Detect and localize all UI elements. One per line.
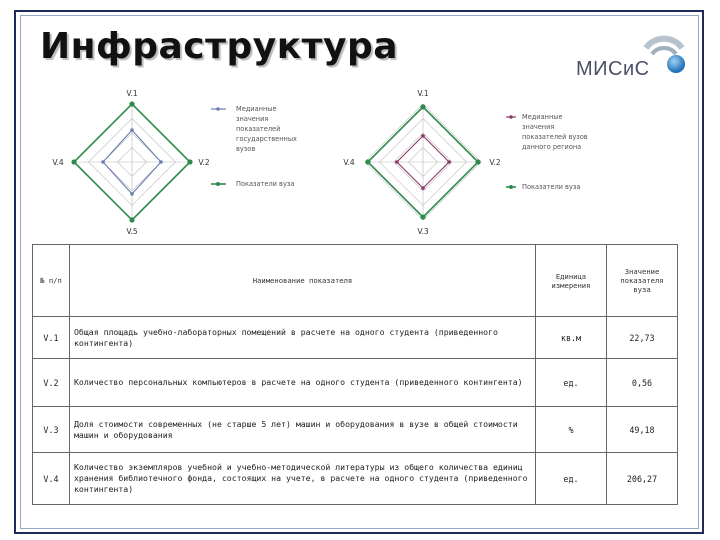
legend1-median-line-4: государственных: [236, 135, 297, 143]
radar2-series-0-point: [447, 160, 451, 164]
legend1-median-line-1: Медианные: [236, 105, 277, 113]
row-num: V.4: [33, 453, 70, 505]
slide-title: Инфраструктура: [40, 26, 399, 67]
legend1-school-label: Показатели вуза: [236, 180, 295, 188]
row-num: V.3: [33, 407, 70, 453]
radar1-axis-label: V.2: [198, 158, 210, 167]
misis-logo: [576, 28, 696, 88]
radar2-axis-label: V.2: [489, 158, 501, 167]
legend2-median-marker: [509, 115, 513, 119]
radar1-series-1-point: [129, 217, 134, 222]
radar-chart-1: [40, 84, 330, 240]
row-value: 0,56: [607, 359, 678, 407]
header-value: Значение показателя вуза: [607, 245, 678, 317]
radar2-axis-label: V.1: [417, 89, 429, 98]
radar1-series-0-point: [130, 192, 134, 196]
table-row: [33, 453, 678, 505]
radar1-axis-label: V.1: [126, 89, 138, 98]
row-num: V.2: [33, 359, 70, 407]
header-unit: Единица измерения: [536, 245, 607, 317]
radar1-series-1-point: [71, 159, 76, 164]
legend1-school-marker: [216, 182, 220, 186]
table-row: [33, 317, 678, 359]
radar1-plot: [52, 89, 210, 236]
radar2-axis-label: V.3: [417, 227, 429, 236]
legend2-median-line-2: значения: [522, 123, 555, 131]
legend1-median-marker: [216, 107, 220, 111]
legend2-school-label: Показатели вуза: [522, 183, 581, 191]
row-unit: ед.: [536, 359, 607, 407]
table-row: [33, 359, 678, 407]
radar1-legend: [211, 105, 297, 188]
row-value: 49,18: [607, 407, 678, 453]
radar2-series-1-point: [420, 104, 425, 109]
row-name: Доля стоимости современных (не старше 5 лет) машин и оборудования в вузе в общей стоимости машин и оборудования: [70, 407, 536, 453]
legend1-median-line-3: показателей: [236, 125, 281, 133]
radar2-series-0-point: [421, 134, 425, 138]
radar2-series-0-point: [421, 186, 425, 190]
legend2-median-line-4: данного региона: [522, 143, 582, 151]
radar2-plot: [343, 89, 501, 236]
radar1-series-0-point: [130, 128, 134, 132]
legend2-median-line-1: Медианные: [522, 113, 563, 121]
legend1-median-line-5: вузов: [236, 145, 256, 153]
header-num: № п/п: [33, 245, 70, 317]
row-unit: ед.: [536, 453, 607, 505]
legend2-median-line-3: показателей вузов: [522, 133, 588, 141]
radar1-series-0-point: [159, 160, 163, 164]
radar1-axis-label: V.4: [52, 158, 64, 167]
row-unit: %: [536, 407, 607, 453]
logo-text: МИСиС: [576, 58, 650, 80]
legend2-school-marker: [509, 185, 513, 189]
radar2-series-1-point: [420, 215, 425, 220]
header-name: Наименование показателя: [70, 245, 536, 317]
radar2-series-1-point: [365, 159, 370, 164]
radar2-axis-label: V.4: [343, 158, 355, 167]
table-row: [33, 407, 678, 453]
row-value: 22,73: [607, 317, 678, 359]
row-name: Общая площадь учебно-лабораторных помещений в расчете на одного студента (приведенного контингента): [70, 317, 536, 359]
row-name: Количество экземпляров учебной и учебно-методической литературы из общего количества единиц хранения библиотечного фонда, состоящих на учете, в расчете на одного студента (приведенного контингента): [70, 453, 536, 505]
row-num: V.1: [33, 317, 70, 359]
row-name: Количество персональных компьютеров в расчете на одного студента (приведенного контингента): [70, 359, 536, 407]
radar1-series-1-point: [187, 159, 192, 164]
radar1-series-0-point: [101, 160, 105, 164]
row-value: 206,27: [607, 453, 678, 505]
indicators-table: [32, 244, 678, 505]
radar2-series-1-point: [476, 159, 481, 164]
radar2-series-0-point: [395, 160, 399, 164]
radar1-series-1-point: [129, 101, 134, 106]
radar-chart-2: [340, 88, 630, 240]
radar2-legend: [506, 113, 588, 191]
legend1-median-line-2: значения: [236, 115, 269, 123]
row-unit: кв.м: [536, 317, 607, 359]
radar1-axis-label: V.5: [126, 227, 138, 236]
table-header-row: [33, 245, 678, 317]
